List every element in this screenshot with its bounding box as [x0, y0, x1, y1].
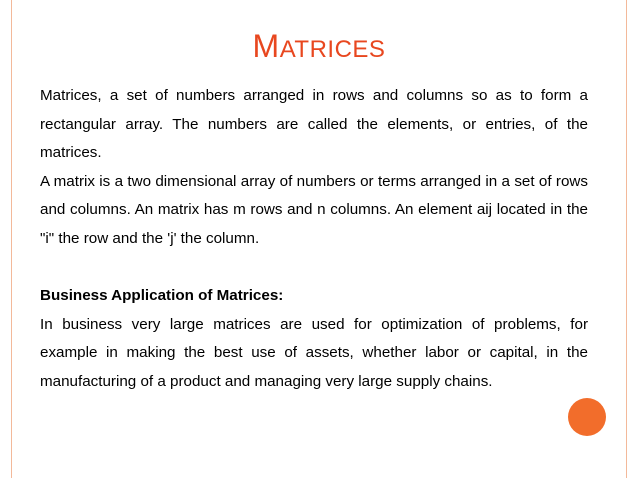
- section-heading: Business Application of Matrices:: [40, 287, 284, 305]
- slide-body: [40, 82, 588, 397]
- title-initial: M: [252, 28, 280, 64]
- paragraph-matrix-description: A matrix is a two dimensional array of numbers or terms arranged in a set of rows and columns. An matrix has m rows and n columns. An element aij located in the "i" the row and the 'j' the column.: [40, 172, 588, 247]
- slide-title: [0, 30, 638, 62]
- right-border-line: [626, 0, 627, 478]
- accent-circle: [568, 398, 606, 436]
- paragraph-definition: Matrices, a set of numbers arranged in rows and columns so as to form a rectangular array. The numbers are called the elements, or entries, of the matrices.: [40, 87, 588, 162]
- left-border-line: [11, 0, 12, 478]
- paragraph-spacer: [40, 254, 588, 283]
- paragraph-business-application: In business very large matrices are used for optimization of problems, for example in making the best use of assets, whether labor or capital, in the manufacturing of a product and managing very large supply chains.: [40, 315, 588, 390]
- title-rest: ATRICES: [279, 36, 386, 63]
